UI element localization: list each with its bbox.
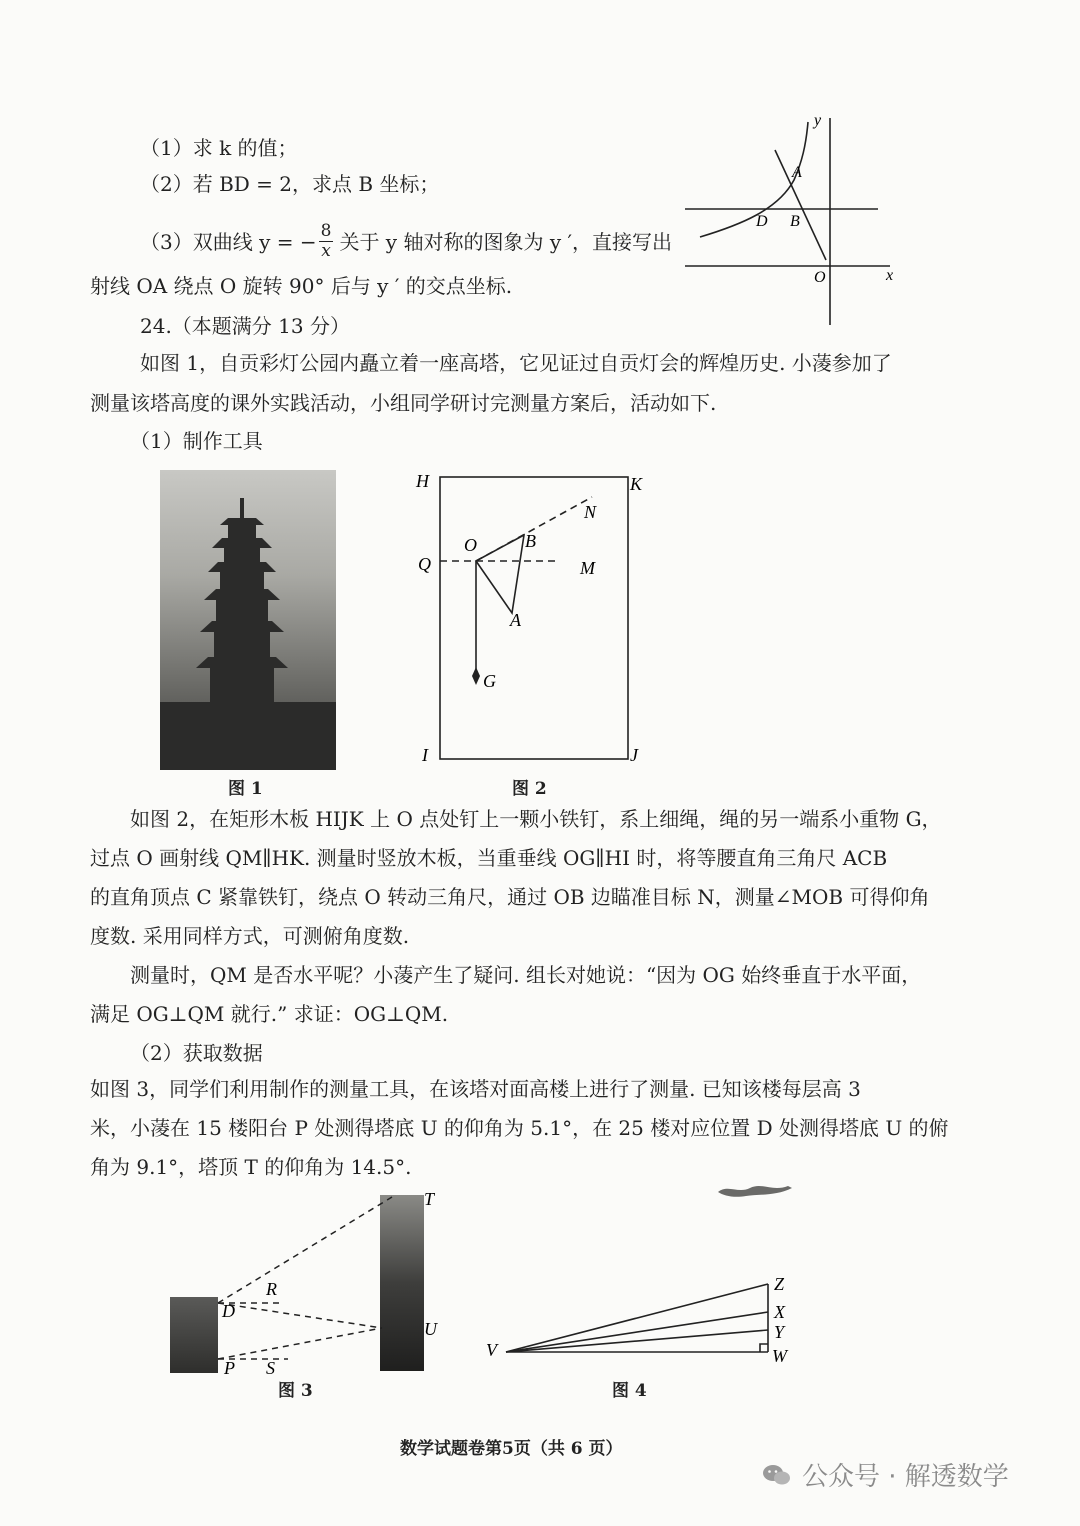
fig3-diagram (160, 1185, 460, 1385)
q23-graph (680, 110, 900, 330)
para3-line2: 满足 OG⊥QM 就行.” 求证：OG⊥QM. (90, 1002, 449, 1026)
label-d: D (222, 1301, 235, 1321)
q23-part3-cont: 射线 OA 绕点 O 旋转 90° 后与 y ′ 的交点坐标. (90, 274, 513, 298)
pagoda-silhouette (160, 470, 336, 770)
fig4-diagram (480, 1270, 800, 1370)
tower-photo (380, 1195, 424, 1371)
fig3-caption: 图 3 (278, 1381, 313, 1401)
q23-part3 (140, 222, 672, 261)
label-w: W (772, 1346, 787, 1366)
label-o: O (464, 535, 477, 555)
fig4-caption: 图 4 (612, 1381, 647, 1401)
fraction-denominator: x (321, 241, 331, 261)
sight-p-u (218, 1328, 382, 1359)
label-j: J (630, 745, 638, 765)
label-h: H (416, 471, 429, 491)
para2-line3: 的直角顶点 C 紧靠铁钉，绕点 O 转动三角尺，通过 OB 边瞄准目标 N，测量∠MOB 可得仰角 (90, 885, 930, 909)
label-g: G (483, 671, 496, 691)
para2-line1: 如图 2，在矩形木板 HIJK 上 O 点处钉上一颗小铁钉，系上细绳，绳的另一端系小重物 G， (130, 807, 942, 831)
label-y: Y (774, 1322, 785, 1342)
q23-part3-pre: （3）双曲线 y = − (140, 229, 317, 254)
label-t: T (424, 1189, 435, 1209)
label-a: A (510, 610, 521, 630)
watermark (762, 1456, 1009, 1493)
q24-section1: （1）制作工具 (130, 429, 263, 453)
sight-d-u (218, 1303, 382, 1328)
q24-intro-line1: 如图 1，自贡彩灯公园内矗立着一座高塔，它见证过自贡灯会的辉煌历史. 小蓤参加了 (140, 351, 892, 375)
rectangle-hijk (440, 477, 628, 759)
label-n: N (584, 502, 597, 522)
para4-line1: 如图 3，同学们利用制作的测量工具，在该塔对面高楼上进行了测量. 已知该楼每层高 3 (90, 1077, 861, 1101)
building (170, 1297, 218, 1373)
label-u: U (424, 1319, 437, 1339)
para3-line1: 测量时，QM 是否水平呢？小蓤产生了疑问. 组长对她说：“因为 OG 始终垂直于水平面， (130, 963, 922, 987)
label-x: X (774, 1302, 785, 1322)
label-i: I (422, 745, 428, 765)
label-k: K (630, 474, 643, 494)
q24-section2: （2）获取数据 (130, 1041, 263, 1065)
watermark-text: 公众号 · 解透数学 (802, 1462, 1009, 1492)
q24-header: 24.（本题满分 13 分） (140, 314, 350, 338)
label-b: B (525, 531, 536, 551)
label-q: Q (418, 554, 431, 574)
label-s: S (266, 1358, 275, 1378)
para2-line2: 过点 O 画射线 QM∥HK. 测量时竖放木板，当重垂线 OG∥HI 时，将等腰直角三角尺 ACB (90, 846, 888, 870)
label-m: M (580, 558, 595, 578)
fraction-numerator: 8 (320, 221, 332, 241)
point-b-label: B (790, 213, 800, 230)
weight-g (472, 667, 480, 685)
y-axis-label: y (814, 112, 822, 129)
fig2-board-diagram (410, 465, 660, 775)
x-axis-label: x (886, 267, 894, 284)
sight-d-t (218, 1197, 392, 1303)
para2-line4: 度数. 采用同样方式，可测俯角度数. (90, 924, 410, 948)
label-v: V (486, 1340, 497, 1360)
label-p: P (224, 1358, 235, 1378)
triangle-ruler (476, 535, 524, 613)
q23-part2: （2）若 BD = 2，求点 B 坐标； (140, 172, 440, 196)
q24-intro-line2: 测量该塔高度的课外实践活动，小组同学研讨完测量方案后，活动如下. (90, 391, 717, 415)
fig1-caption: 图 1 (228, 779, 263, 799)
point-a-label: A (792, 164, 802, 181)
fraction (319, 222, 334, 261)
right-angle-mark (760, 1344, 768, 1352)
q23-part3-post: 关于 y 轴对称的图象为 y ′，直接写出 (339, 229, 673, 254)
pagoda-photo (160, 470, 336, 770)
point-d-label: D (756, 213, 768, 230)
label-z: Z (774, 1274, 785, 1294)
ink-smudge (716, 1180, 796, 1200)
page-footer: 数学试题卷第5页（共 6 页） (400, 1439, 623, 1459)
q23-part1: （1）求 k 的值； (140, 136, 298, 160)
para4-line3: 角为 9.1°，塔顶 T 的仰角为 14.5°. (90, 1155, 412, 1179)
fig2-caption: 图 2 (512, 779, 547, 799)
label-r: R (266, 1279, 277, 1299)
point-o-label: O (814, 269, 826, 286)
para4-line2: 米，小蓤在 15 楼阳台 P 处测得塔底 U 的仰角为 5.1°，在 25 楼对应位置 D 处测得塔底 U 的俯 (90, 1116, 949, 1140)
wechat-icon (762, 1463, 792, 1487)
